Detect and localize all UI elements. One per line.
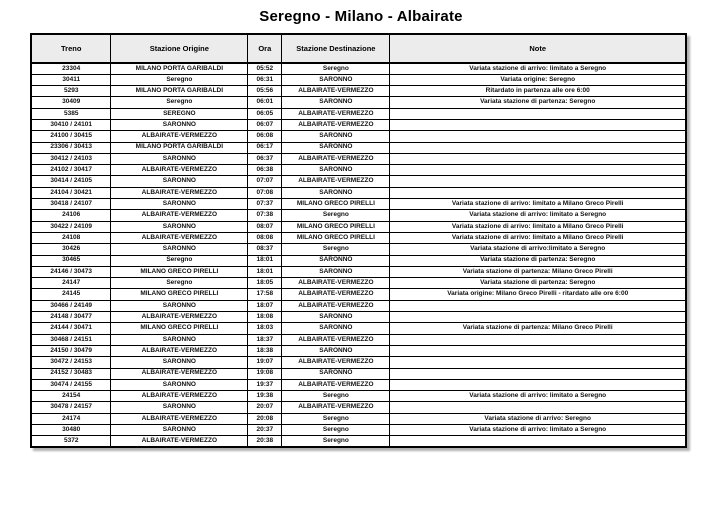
cell-note: Variata stazione di arrivo: limitato a Milano Greco Pirelli [390, 199, 686, 210]
cell-ora: 19:07 [248, 357, 282, 368]
cell-ora: 18:08 [248, 312, 282, 323]
cell-treno: 30472 / 24153 [31, 357, 111, 368]
cell-note [390, 187, 686, 198]
table-row [31, 244, 686, 255]
cell-origine: ALBAIRATE-VERMEZZO [111, 436, 248, 447]
cell-origine: ALBAIRATE-VERMEZZO [111, 232, 248, 243]
cell-note [390, 368, 686, 379]
cell-treno: 30414 / 24105 [31, 176, 111, 187]
cell-origine: MILANO GRECO PIRELLI [111, 266, 248, 277]
cell-note [390, 312, 686, 323]
cell-destinazione: ALBAIRATE-VERMEZZO [282, 289, 390, 300]
table-row [31, 436, 686, 447]
cell-ora: 06:38 [248, 165, 282, 176]
table-row [31, 425, 686, 436]
table-row [31, 119, 686, 130]
table-row [31, 289, 686, 300]
cell-origine: SARONNO [111, 199, 248, 210]
cell-ora: 07:07 [248, 176, 282, 187]
cell-treno: 5372 [31, 436, 111, 447]
cell-ora: 07:08 [248, 187, 282, 198]
cell-treno: 24144 / 30471 [31, 323, 111, 334]
cell-treno: 30409 [31, 97, 111, 108]
cell-destinazione: ALBAIRATE-VERMEZZO [282, 402, 390, 413]
table-row [31, 74, 686, 85]
cell-destinazione: MILANO GRECO PIRELLI [282, 221, 390, 232]
cell-ora: 20:08 [248, 413, 282, 424]
cell-ora: 19:37 [248, 379, 282, 390]
cell-destinazione: MILANO GRECO PIRELLI [282, 199, 390, 210]
cell-origine: SARONNO [111, 221, 248, 232]
cell-origine: ALBAIRATE-VERMEZZO [111, 165, 248, 176]
cell-destinazione: ALBAIRATE-VERMEZZO [282, 278, 390, 289]
cell-ora: 07:38 [248, 210, 282, 221]
table-row [31, 345, 686, 356]
table-row [31, 368, 686, 379]
cell-treno: 5385 [31, 108, 111, 119]
cell-note [390, 131, 686, 142]
cell-destinazione: ALBAIRATE-VERMEZZO [282, 334, 390, 345]
cell-origine: MILANO GRECO PIRELLI [111, 323, 248, 334]
cell-origine: SARONNO [111, 402, 248, 413]
table-row [31, 278, 686, 289]
cell-ora: 06:37 [248, 153, 282, 164]
cell-origine: MILANO PORTA GARIBALDI [111, 63, 248, 74]
cell-note [390, 153, 686, 164]
header-row [31, 34, 686, 63]
cell-origine: ALBAIRATE-VERMEZZO [111, 312, 248, 323]
cell-ora: 19:08 [248, 368, 282, 379]
table-row [31, 221, 686, 232]
cell-destinazione: ALBAIRATE-VERMEZZO [282, 86, 390, 97]
cell-note: Variata stazione di arrivo: limitato a Seregno [390, 63, 686, 74]
cell-ora: 18:37 [248, 334, 282, 345]
cell-destinazione: ALBAIRATE-VERMEZZO [282, 357, 390, 368]
cell-treno: 23304 [31, 63, 111, 74]
cell-ora: 20:38 [248, 436, 282, 447]
cell-origine: ALBAIRATE-VERMEZZO [111, 131, 248, 142]
cell-treno: 24147 [31, 278, 111, 289]
table-row [31, 187, 686, 198]
table-row [31, 176, 686, 187]
table-row [31, 413, 686, 424]
cell-destinazione: SARONNO [282, 187, 390, 198]
cell-ora: 18:01 [248, 255, 282, 266]
cell-treno: 24102 / 30417 [31, 165, 111, 176]
cell-ora: 06:08 [248, 131, 282, 142]
table-row [31, 255, 686, 266]
cell-treno: 24145 [31, 289, 111, 300]
cell-note [390, 176, 686, 187]
table-row [31, 232, 686, 243]
cell-destinazione: SARONNO [282, 255, 390, 266]
cell-note [390, 334, 686, 345]
cell-treno: 30465 [31, 255, 111, 266]
column-header-stazione-origine: Stazione Origine [111, 34, 248, 63]
cell-ora: 20:37 [248, 425, 282, 436]
cell-destinazione: SARONNO [282, 97, 390, 108]
cell-ora: 18:03 [248, 323, 282, 334]
cell-destinazione: SARONNO [282, 323, 390, 334]
cell-treno: 24108 [31, 232, 111, 243]
cell-origine: SARONNO [111, 300, 248, 311]
cell-origine: MILANO PORTA GARIBALDI [111, 86, 248, 97]
column-header-stazione-destinazione: Stazione Destinazione [282, 34, 390, 63]
cell-origine: Seregno [111, 97, 248, 108]
cell-note: Variata stazione di partenza: Seregno [390, 255, 686, 266]
table-row [31, 131, 686, 142]
cell-note: Variata stazione di arrivo: limitato a Milano Greco Pirelli [390, 232, 686, 243]
cell-ora: 18:05 [248, 278, 282, 289]
table-row [31, 210, 686, 221]
cell-origine: ALBAIRATE-VERMEZZO [111, 345, 248, 356]
cell-ora: 06:01 [248, 97, 282, 108]
cell-note [390, 436, 686, 447]
cell-origine: SARONNO [111, 379, 248, 390]
cell-destinazione: ALBAIRATE-VERMEZZO [282, 119, 390, 130]
cell-note: Variata stazione di partenza: Seregno [390, 97, 686, 108]
column-header-note: Note [390, 34, 686, 63]
cell-origine: ALBAIRATE-VERMEZZO [111, 368, 248, 379]
table-body [31, 63, 686, 447]
cell-destinazione: ALBAIRATE-VERMEZZO [282, 300, 390, 311]
cell-origine: Seregno [111, 255, 248, 266]
cell-treno: 24100 / 30415 [31, 131, 111, 142]
table-row [31, 266, 686, 277]
cell-destinazione: Seregno [282, 425, 390, 436]
cell-treno: 30426 [31, 244, 111, 255]
table-row [31, 312, 686, 323]
cell-origine: SEREGNO [111, 108, 248, 119]
cell-note [390, 119, 686, 130]
table-row [31, 379, 686, 390]
cell-origine: SARONNO [111, 119, 248, 130]
table-row [31, 153, 686, 164]
cell-destinazione: SARONNO [282, 165, 390, 176]
cell-treno: 30422 / 24109 [31, 221, 111, 232]
cell-treno: 24154 [31, 391, 111, 402]
table-row [31, 86, 686, 97]
table-header [31, 34, 686, 63]
cell-treno: 30474 / 24155 [31, 379, 111, 390]
cell-treno: 24148 / 30477 [31, 312, 111, 323]
cell-destinazione: SARONNO [282, 74, 390, 85]
cell-ora: 06:31 [248, 74, 282, 85]
cell-ora: 06:05 [248, 108, 282, 119]
cell-origine: MILANO PORTA GARIBALDI [111, 142, 248, 153]
cell-origine: ALBAIRATE-VERMEZZO [111, 187, 248, 198]
cell-origine: ALBAIRATE-VERMEZZO [111, 391, 248, 402]
table-row [31, 165, 686, 176]
table-row [31, 323, 686, 334]
table-row [31, 402, 686, 413]
cell-origine: SARONNO [111, 244, 248, 255]
cell-destinazione: ALBAIRATE-VERMEZZO [282, 176, 390, 187]
cell-ora: 06:07 [248, 119, 282, 130]
cell-note: Variata origine: Milano Greco Pirelli - ritardato alle ore 6:00 [390, 289, 686, 300]
cell-destinazione: SARONNO [282, 368, 390, 379]
cell-origine: SARONNO [111, 176, 248, 187]
cell-destinazione: SARONNO [282, 266, 390, 277]
cell-ora: 05:56 [248, 86, 282, 97]
cell-note [390, 345, 686, 356]
cell-origine: SARONNO [111, 153, 248, 164]
cell-note: Ritardato in partenza alle ore 6:00 [390, 86, 686, 97]
cell-note [390, 357, 686, 368]
cell-ora: 18:38 [248, 345, 282, 356]
cell-destinazione: ALBAIRATE-VERMEZZO [282, 108, 390, 119]
cell-destinazione: Seregno [282, 436, 390, 447]
cell-treno: 30480 [31, 425, 111, 436]
cell-destinazione: Seregno [282, 63, 390, 74]
cell-destinazione: ALBAIRATE-VERMEZZO [282, 379, 390, 390]
cell-note: Variata stazione di arrivo: limitato a Seregno [390, 391, 686, 402]
cell-origine: SARONNO [111, 334, 248, 345]
cell-treno: 24152 / 30483 [31, 368, 111, 379]
table-row [31, 391, 686, 402]
table-row [31, 334, 686, 345]
cell-note: Variata origine: Seregno [390, 74, 686, 85]
cell-destinazione: SARONNO [282, 142, 390, 153]
cell-ora: 19:38 [248, 391, 282, 402]
column-header-ora: Ora [248, 34, 282, 63]
cell-origine: ALBAIRATE-VERMEZZO [111, 210, 248, 221]
cell-ora: 18:01 [248, 266, 282, 277]
cell-origine: ALBAIRATE-VERMEZZO [111, 413, 248, 424]
cell-destinazione: SARONNO [282, 345, 390, 356]
cell-destinazione: Seregno [282, 210, 390, 221]
cell-destinazione: ALBAIRATE-VERMEZZO [282, 153, 390, 164]
cell-note [390, 402, 686, 413]
cell-note: Variata stazione di arrivo:limitato a Seregno [390, 244, 686, 255]
cell-treno: 24174 [31, 413, 111, 424]
table-row [31, 142, 686, 153]
cell-note: Variata stazione di partenza: Milano Greco Pirelli [390, 323, 686, 334]
cell-ora: 08:08 [248, 232, 282, 243]
train-timetable [30, 33, 687, 448]
cell-destinazione: Seregno [282, 413, 390, 424]
cell-ora: 17:58 [248, 289, 282, 300]
page-title: Seregno - Milano - Albairate [259, 8, 463, 25]
cell-treno: 24146 / 30473 [31, 266, 111, 277]
cell-ora: 20:07 [248, 402, 282, 413]
cell-treno: 30418 / 24107 [31, 199, 111, 210]
cell-ora: 18:07 [248, 300, 282, 311]
cell-note [390, 108, 686, 119]
cell-treno: 30478 / 24157 [31, 402, 111, 413]
cell-origine: MILANO GRECO PIRELLI [111, 289, 248, 300]
cell-note [390, 165, 686, 176]
cell-treno: 30466 / 24149 [31, 300, 111, 311]
cell-destinazione: SARONNO [282, 131, 390, 142]
cell-note: Variata stazione di arrivo: limitato a Milano Greco Pirelli [390, 221, 686, 232]
cell-ora: 07:37 [248, 199, 282, 210]
cell-note: Variata stazione di arrivo: limitato a Seregno [390, 210, 686, 221]
cell-ora: 08:07 [248, 221, 282, 232]
cell-destinazione: SARONNO [282, 312, 390, 323]
cell-note [390, 379, 686, 390]
cell-ora: 05:52 [248, 63, 282, 74]
cell-note [390, 142, 686, 153]
cell-treno: 24150 / 30479 [31, 345, 111, 356]
cell-treno: 23306 / 30413 [31, 142, 111, 153]
table-row [31, 63, 686, 74]
cell-origine: SARONNO [111, 425, 248, 436]
cell-treno: 30412 / 24103 [31, 153, 111, 164]
cell-ora: 08:37 [248, 244, 282, 255]
cell-treno: 30468 / 24151 [31, 334, 111, 345]
table-row [31, 300, 686, 311]
cell-destinazione: Seregno [282, 391, 390, 402]
cell-treno: 24106 [31, 210, 111, 221]
cell-treno: 30411 [31, 74, 111, 85]
cell-origine: SARONNO [111, 357, 248, 368]
cell-origine: Seregno [111, 278, 248, 289]
table-row [31, 199, 686, 210]
table-row [31, 108, 686, 119]
cell-note: Variata stazione di partenza: Milano Greco Pirelli [390, 266, 686, 277]
cell-treno: 5293 [31, 86, 111, 97]
cell-treno: 30410 / 24101 [31, 119, 111, 130]
cell-note [390, 300, 686, 311]
cell-note: Variata stazione di arrivo: Seregno [390, 413, 686, 424]
table-row [31, 357, 686, 368]
table-row [31, 97, 686, 108]
cell-note: Variata stazione di arrivo: limitato a Seregno [390, 425, 686, 436]
cell-destinazione: MILANO GRECO PIRELLI [282, 232, 390, 243]
cell-ora: 06:17 [248, 142, 282, 153]
column-header-treno: Treno [31, 34, 111, 63]
cell-note: Variata stazione di partenza: Seregno [390, 278, 686, 289]
cell-destinazione: Seregno [282, 244, 390, 255]
cell-treno: 24104 / 30421 [31, 187, 111, 198]
cell-origine: Seregno [111, 74, 248, 85]
